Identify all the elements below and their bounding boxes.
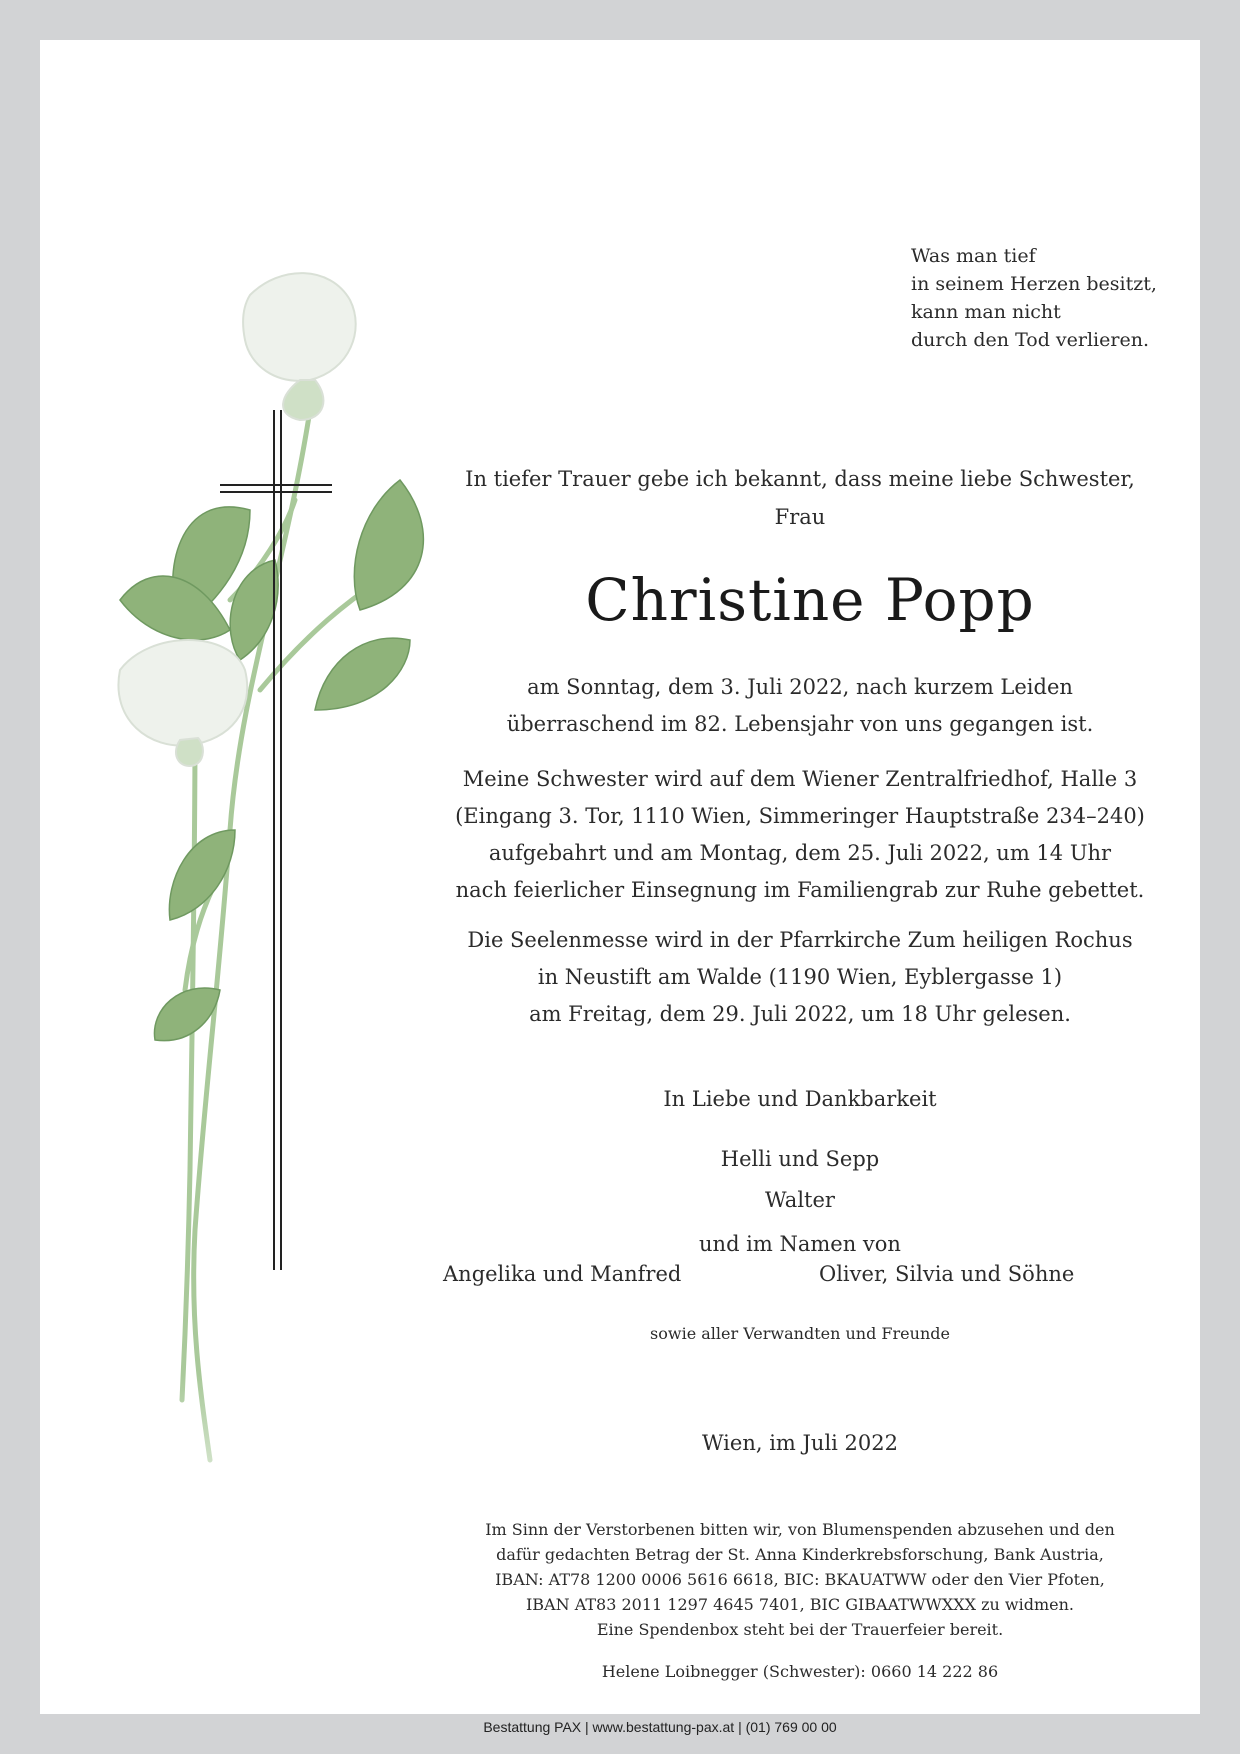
- note-line: Eine Spendenbox steht bei der Trauerfeier bereit.: [596, 1620, 1004, 1639]
- mourner-names: Walter: [765, 1188, 835, 1212]
- closing-phrase: In Liebe und Dankbarkeit: [663, 1087, 937, 1111]
- paragraph-line: Die Seelenmesse wird in der Pfarrkirche Zum heiligen Rochus: [467, 928, 1133, 952]
- requiem-mass-paragraph: [420, 922, 1180, 1033]
- quote-line: Was man tief: [911, 245, 1036, 267]
- deceased-name: Christine Popp: [585, 566, 1035, 634]
- relatives-line: sowie aller Verwandten und Freunde: [650, 1324, 950, 1343]
- quote-line: in seinem Herzen besitzt,: [911, 273, 1157, 295]
- note-line: dafür gedachten Betrag der St. Anna Kinderkrebsforschung, Bank Austria,: [496, 1545, 1104, 1564]
- donation-note: [420, 1517, 1180, 1642]
- intro-line: In tiefer Trauer gebe ich bekannt, dass meine liebe Schwester,: [465, 467, 1135, 491]
- paragraph-line: nach feierlicher Einsegnung im Familiengrab zur Ruhe gebettet.: [455, 878, 1145, 902]
- paragraph-line: überraschend im 82. Lebensjahr von uns gegangen ist.: [506, 712, 1094, 736]
- paragraph-line: in Neustift am Walde (1190 Wien, Eyblergasse 1): [537, 965, 1063, 989]
- note-line: IBAN AT83 2011 1297 4645 7401, BIC GIBAATWWXXX zu widmen.: [525, 1595, 1075, 1614]
- place-and-date: Wien, im Juli 2022: [701, 1431, 899, 1455]
- contact-line: Helene Loibnegger (Schwester): 0660 14 222 86: [601, 1662, 999, 1681]
- note-line: IBAN: AT78 1200 0006 5616 6618, BIC: BKAUATWW oder den Vier Pfoten,: [495, 1570, 1105, 1589]
- quote-line: durch den Tod verlieren.: [911, 329, 1149, 351]
- death-notice-paragraph: [420, 669, 1180, 743]
- mourner-names: und im Namen von: [699, 1232, 901, 1256]
- rose-cross-illustration: [110, 270, 460, 1570]
- paragraph-line: am Sonntag, dem 3. Juli 2022, nach kurzem Leiden: [527, 675, 1073, 699]
- paragraph-line: Meine Schwester wird auf dem Wiener Zentralfriedhof, Halle 3: [462, 767, 1138, 791]
- paragraph-line: (Eingang 3. Tor, 1110 Wien, Simmeringer Hauptstraße 234–240): [455, 804, 1145, 828]
- mourner-names-right: Oliver, Silvia und Söhne: [819, 1262, 1075, 1286]
- obituary-card: [40, 40, 1200, 1735]
- funeral-home-footer: Bestattung PAX | www.bestattung-pax.at | (01) 769 00 00: [483, 1719, 837, 1735]
- intro-line: Frau: [774, 505, 826, 529]
- announcement-intro: [420, 460, 1180, 536]
- paragraph-line: aufgebahrt und am Montag, dem 25. Juli 2022, um 14 Uhr: [488, 841, 1112, 865]
- funeral-details-paragraph: [420, 761, 1180, 909]
- paragraph-line: am Freitag, dem 29. Juli 2022, um 18 Uhr gelesen.: [529, 1002, 1071, 1026]
- note-line: Im Sinn der Verstorbenen bitten wir, von Blumenspenden abzusehen und den: [485, 1520, 1115, 1539]
- mourner-names-left: Angelika und Manfred: [443, 1262, 682, 1286]
- quote-line: kann man nicht: [911, 301, 1061, 323]
- memorial-quote: [911, 242, 1157, 354]
- mourner-names: Helli und Sepp: [720, 1147, 880, 1171]
